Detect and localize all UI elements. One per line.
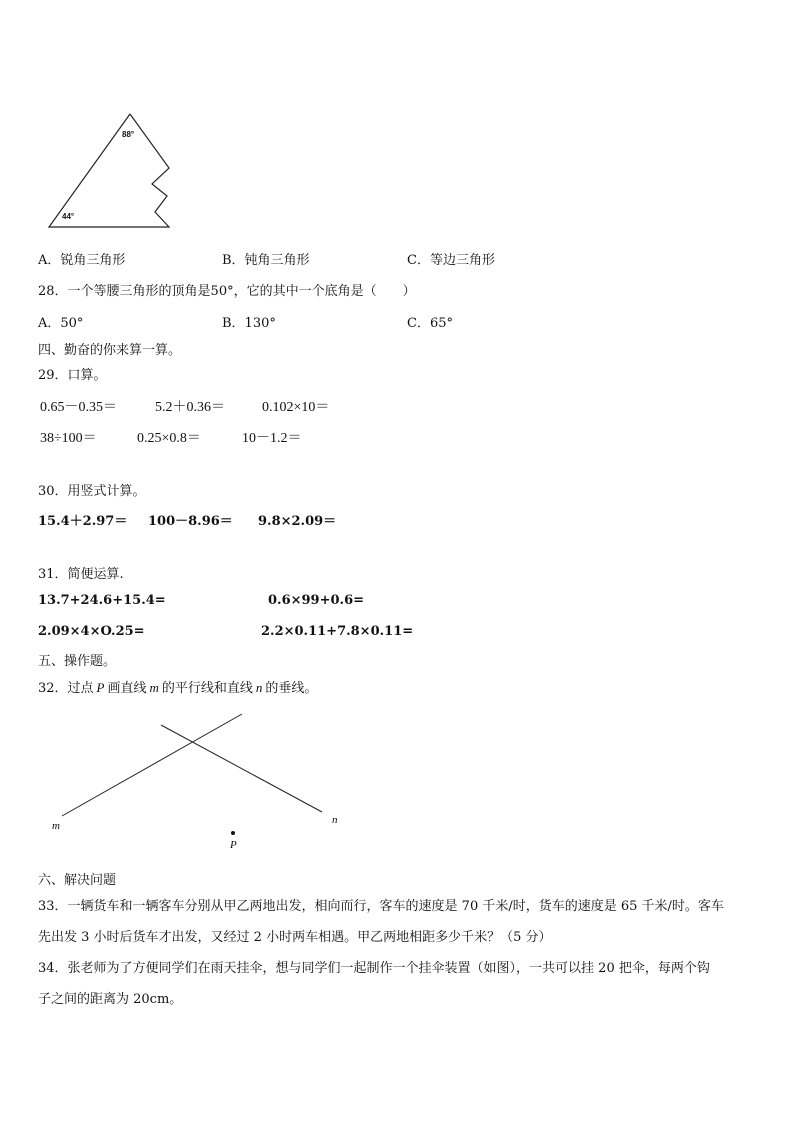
q30-item-2: 100－8.96＝: [148, 514, 233, 529]
q31-item-4: 2.2×0.11+7.8×0.11=: [261, 624, 414, 639]
label-m: m: [52, 820, 60, 832]
section-5-heading: 五、操作题。: [38, 654, 117, 669]
q32-stem-part-b: 画直线: [107, 681, 147, 696]
label-p: P: [230, 839, 237, 851]
q34-line-2: 子之间的距离为 20cm。: [38, 992, 183, 1007]
triangle-figure: [40, 108, 180, 238]
q28-option-a[interactable]: A．50°: [38, 316, 84, 331]
q27-option-c[interactable]: C．等边三角形: [407, 253, 495, 268]
q29-stem: 29．口算。: [38, 368, 107, 383]
q28-stem: 28．一个等腰三角形的顶角是50°，它的其中一个底角是（ ）: [38, 284, 416, 299]
q31-item-3: 2.09×4×O.25=: [38, 624, 145, 639]
section-6-heading: 六、解决问题: [38, 873, 117, 888]
q31-stem: 31．简便运算.: [38, 567, 124, 582]
q34-line-1: 34．张老师为了方便同学们在雨天挂伞，想与同学们一起制作一个挂伞装置（如图），一共可以挂 20 把伞，每两个钩: [38, 961, 710, 976]
q31-item-1: 13.7+24.6+15.4=: [38, 593, 166, 608]
q32-point-p: P: [96, 680, 105, 695]
q28-option-b[interactable]: B．130°: [222, 316, 276, 331]
q29-item-2: 5.2＋0.36＝: [155, 400, 225, 415]
line-m: [62, 714, 242, 816]
section-4-heading: 四、勤奋的你来算一算。: [38, 343, 182, 358]
lines-figure: [40, 705, 360, 855]
q27-option-a[interactable]: A．锐角三角形: [38, 253, 126, 268]
q29-item-3: 0.102×10＝: [262, 400, 330, 415]
q32-stem-part-c: 的平行线和直线: [161, 681, 253, 696]
angle-88-label: 88°: [122, 130, 135, 139]
q32-stem-part-d: 的垂线。: [265, 681, 318, 696]
label-n: n: [332, 814, 338, 826]
q29-item-5: 0.25×0.8＝: [137, 431, 201, 446]
q30-item-3: 9.8×2.09＝: [258, 514, 337, 529]
q32-line-n: n: [255, 680, 263, 695]
triangle-outline: [49, 114, 169, 227]
q31-item-2: 0.6×99+0.6=: [268, 593, 365, 608]
q33-line-2: 先出发 3 小时后货车才出发，又经过 2 小时两车相遇。甲乙两地相距多少千米？（5 分）: [38, 930, 552, 945]
line-n: [161, 725, 322, 812]
q32-stem-part-a: 32．过点: [38, 681, 94, 696]
q30-item-1: 15.4＋2.97＝: [38, 514, 128, 529]
q33-line-1: 33．一辆货车和一辆客车分别从甲乙两地出发，相向而行，客车的速度是 70 千米/时，货车的速度是 65 千米/时。客车: [38, 899, 724, 914]
q32-line-m: m: [149, 680, 159, 695]
q27-option-b[interactable]: B．钝角三角形: [222, 253, 310, 268]
angle-44-label: 44°: [62, 212, 75, 221]
q32-stem: [38, 677, 317, 696]
q28-option-c[interactable]: C．65°: [407, 316, 453, 331]
q29-item-4: 38÷100＝: [40, 431, 97, 446]
q29-item-1: 0.65－0.35＝: [40, 400, 117, 415]
q29-item-6: 10－1.2＝: [242, 431, 302, 446]
point-p: [231, 831, 235, 835]
q30-stem: 30．用竖式计算。: [38, 484, 146, 499]
